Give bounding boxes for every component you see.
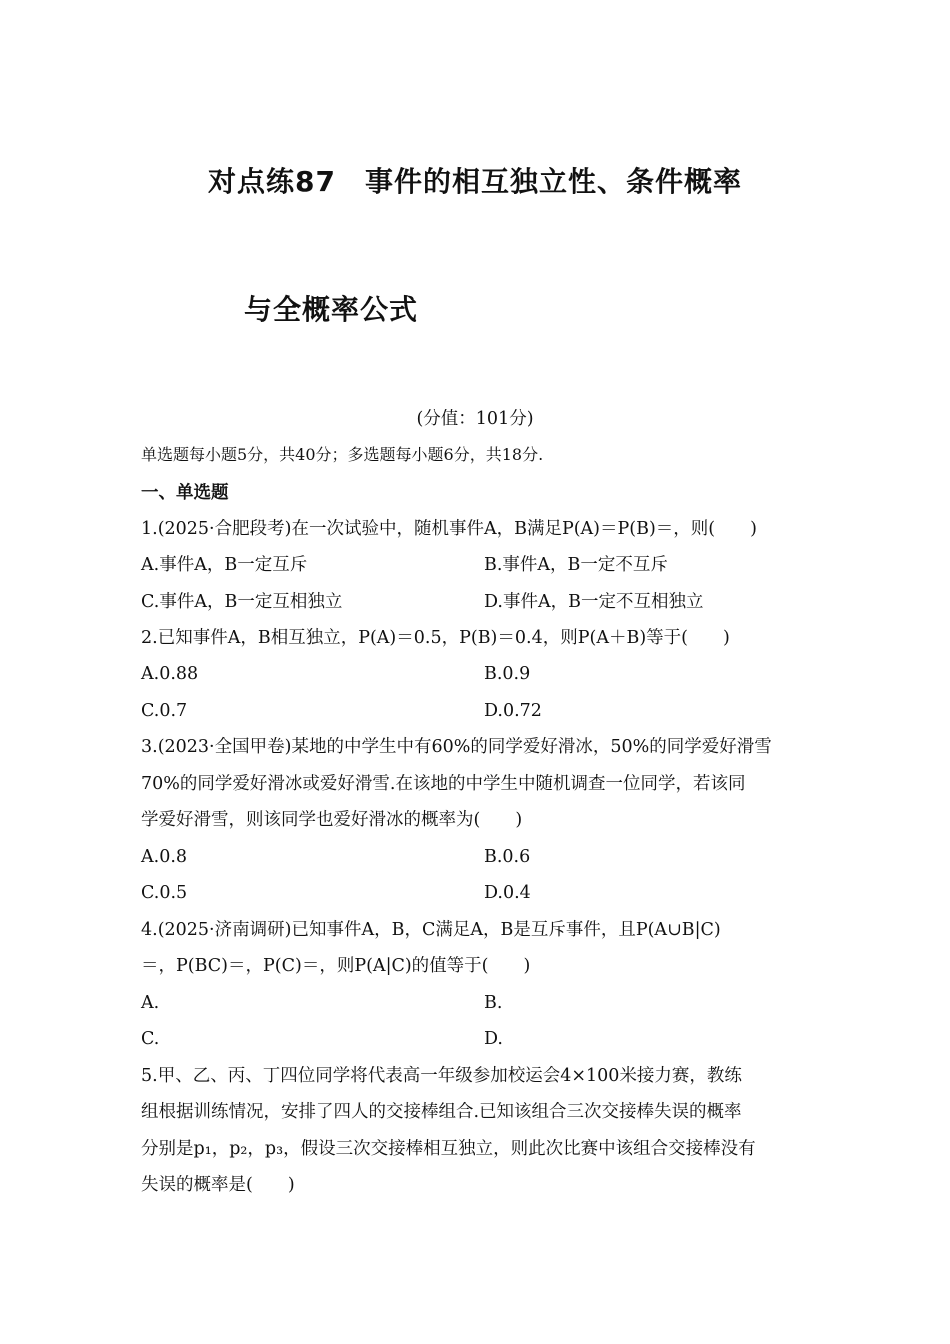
question-1-option-d: D.事件A，B一定不互相独立 — [484, 592, 704, 612]
page-title: 对点练87 事件的相互独立性、条件概率 — [208, 165, 742, 198]
question-3-line-1: 3.(2023·全国甲卷)某地的中学生中有60%的同学爱好滑冰，50%的同学爱好滑雪 — [141, 737, 772, 757]
question-3-option-b: B.0.6 — [484, 847, 531, 867]
question-4-option-c: C. — [141, 1029, 160, 1049]
question-4-option-b: B. — [484, 993, 503, 1013]
question-3-option-d: D.0.4 — [484, 883, 531, 903]
question-5-line-1: 5.甲、乙、丙、丁四位同学将代表高一年级参加校运会4×100米接力赛，教练 — [141, 1066, 742, 1086]
question-2-option-d: D.0.72 — [484, 701, 542, 721]
question-4-option-a: A. — [141, 993, 160, 1013]
question-3-line-2: 70%的同学爱好滑冰或爱好滑雪.在该地的中学生中随机调查一位同学，若该同 — [141, 774, 746, 794]
question-4-line-2: ＝，P(BC)＝，P(C)＝，则P(A|C)的值等于( ) — [141, 956, 531, 976]
score-note: (分值：101分) — [416, 409, 534, 429]
question-5-line-4: 失误的概率是( ) — [141, 1175, 295, 1195]
question-5-line-3: 分别是p₁，p₂，p₃，假设三次交接棒相互独立，则此次比赛中该组合交接棒没有 — [141, 1139, 756, 1159]
question-3-option-c: C.0.5 — [141, 883, 188, 903]
question-3-line-3: 学爱好滑雪，则该同学也爱好滑冰的概率为( ) — [141, 810, 523, 830]
page-title-continued: 与全概率公式 — [244, 293, 419, 326]
question-4-option-d: D. — [484, 1029, 503, 1049]
question-1-option-a: A.事件A，B一定互斥 — [141, 555, 308, 575]
question-3-option-a: A.0.8 — [141, 847, 188, 867]
question-2-option-a: A.0.88 — [141, 664, 199, 684]
section-heading-single-choice: 一、单选题 — [141, 483, 229, 503]
question-2-stem: 2.已知事件A，B相互独立，P(A)＝0.5，P(B)＝0.4，则P(A＋B)等于( ) — [141, 628, 730, 648]
question-2-option-b: B.0.9 — [484, 664, 531, 684]
question-1-option-b: B.事件A，B一定不互斥 — [484, 555, 668, 575]
scoring-rules: 单选题每小题5分，共40分；多选题每小题6分，共18分. — [141, 445, 544, 464]
question-2-option-c: C.0.7 — [141, 701, 188, 721]
question-4-line-1: 4.(2025·济南调研)已知事件A，B，C满足A，B是互斥事件，且P(A∪B|C) — [141, 920, 721, 940]
question-1-option-c: C.事件A，B一定互相独立 — [141, 592, 343, 612]
question-1-stem: 1.(2025·合肥段考)在一次试验中，随机事件A，B满足P(A)＝P(B)＝，则( ) — [141, 519, 757, 539]
question-5-line-2: 组根据训练情况，安排了四人的交接棒组合.已知该组合三次交接棒失误的概率 — [141, 1102, 742, 1122]
